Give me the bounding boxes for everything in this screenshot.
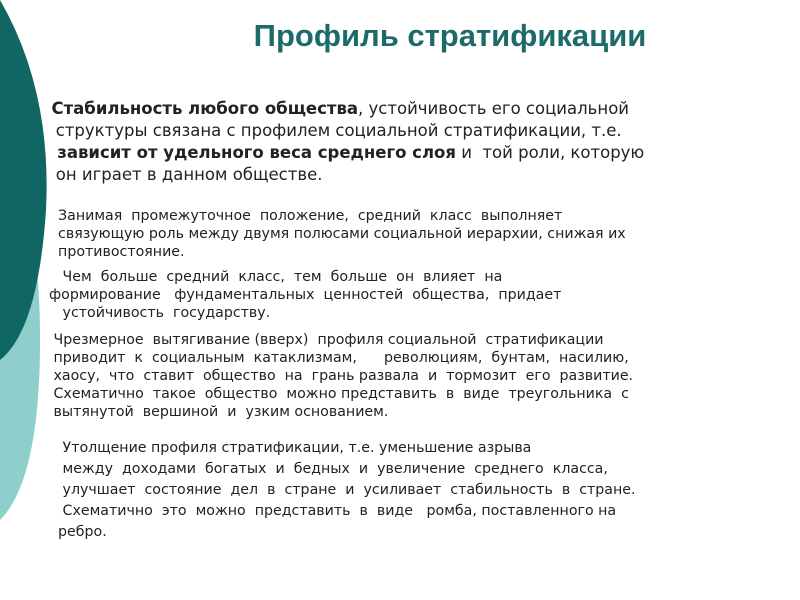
paragraph-line [40,438,780,459]
paragraph-line [40,522,780,543]
text-run: он играет в данном обществе. [40,165,323,184]
text-run: ребро. [40,524,107,540]
paragraph-thickening [40,438,780,543]
paragraph-middle-position [40,207,780,261]
paragraph-line [40,480,780,501]
text-run: Чрезмерное вытягивание (вверх) профиля социальной стратификации [40,332,604,348]
text-run: улучшает состояние дел в стране и усиливает стабильность в стране. [40,482,636,498]
paragraph-line [40,331,780,349]
text-run: Чем больше средний класс, тем больше он влияет на [40,269,503,285]
paragraph-middle-class-influence [40,268,780,322]
paragraph-line [40,268,780,286]
paragraph-line [40,403,780,421]
bold-text: Стабильность любого общества [40,99,359,118]
text-run: Схематично такое общество можно представить в виде треугольника с [40,386,629,402]
text-run: устойчивость государству. [40,305,271,321]
text-run: Утолщение профиля стратификации, т.е. уменьшение азрыва [40,440,532,456]
paragraph-line [40,385,780,403]
paragraph-line [40,304,780,322]
text-run: приводит к социальным катаклизмам, революциям, бунтам, насилию, [40,350,629,366]
text-run: Схематично это можно представить в виде ромба, поставленного на [40,503,617,519]
paragraph-line [40,501,780,522]
bold-text: зависит от удельного веса среднего слоя [40,143,456,162]
paragraph-line [40,207,780,225]
text-run: структуры связана с профилем социальной стратификации, т.е. [40,121,622,140]
paragraph-line [40,349,780,367]
paragraph-line [40,225,780,243]
paragraph-line [40,243,780,261]
text-run: формирование фундаментальных ценностей общества, придает [40,287,562,303]
paragraph-stability [40,98,780,186]
paragraph-line [40,459,780,480]
slide-title: Профиль стратификации [253,18,647,53]
paragraph-excessive-stretch [40,331,780,421]
text-run: , устойчивость его социальной [358,99,630,118]
paragraph-line [40,120,780,142]
paragraph-line [40,367,780,385]
text-run: противостояние. [40,244,185,260]
text-run: связующую роль между двумя полюсами социальной иерархии, снижая их [40,226,626,242]
text-run: хаосу, что ставит общество на грань развала и тормозит его развитие. [40,368,634,384]
paragraph-line [40,164,780,186]
paragraph-line [40,142,780,164]
text-run: вытянутой вершиной и узким основанием. [40,404,389,420]
text-run: Занимая промежуточное положение, средний класс выполняет [40,208,563,224]
text-run: и той роли, которую [455,143,645,162]
paragraph-line [40,286,780,304]
paragraph-line [40,98,780,120]
text-run: между доходами богатых и бедных и увеличение среднего класса, [40,461,608,477]
